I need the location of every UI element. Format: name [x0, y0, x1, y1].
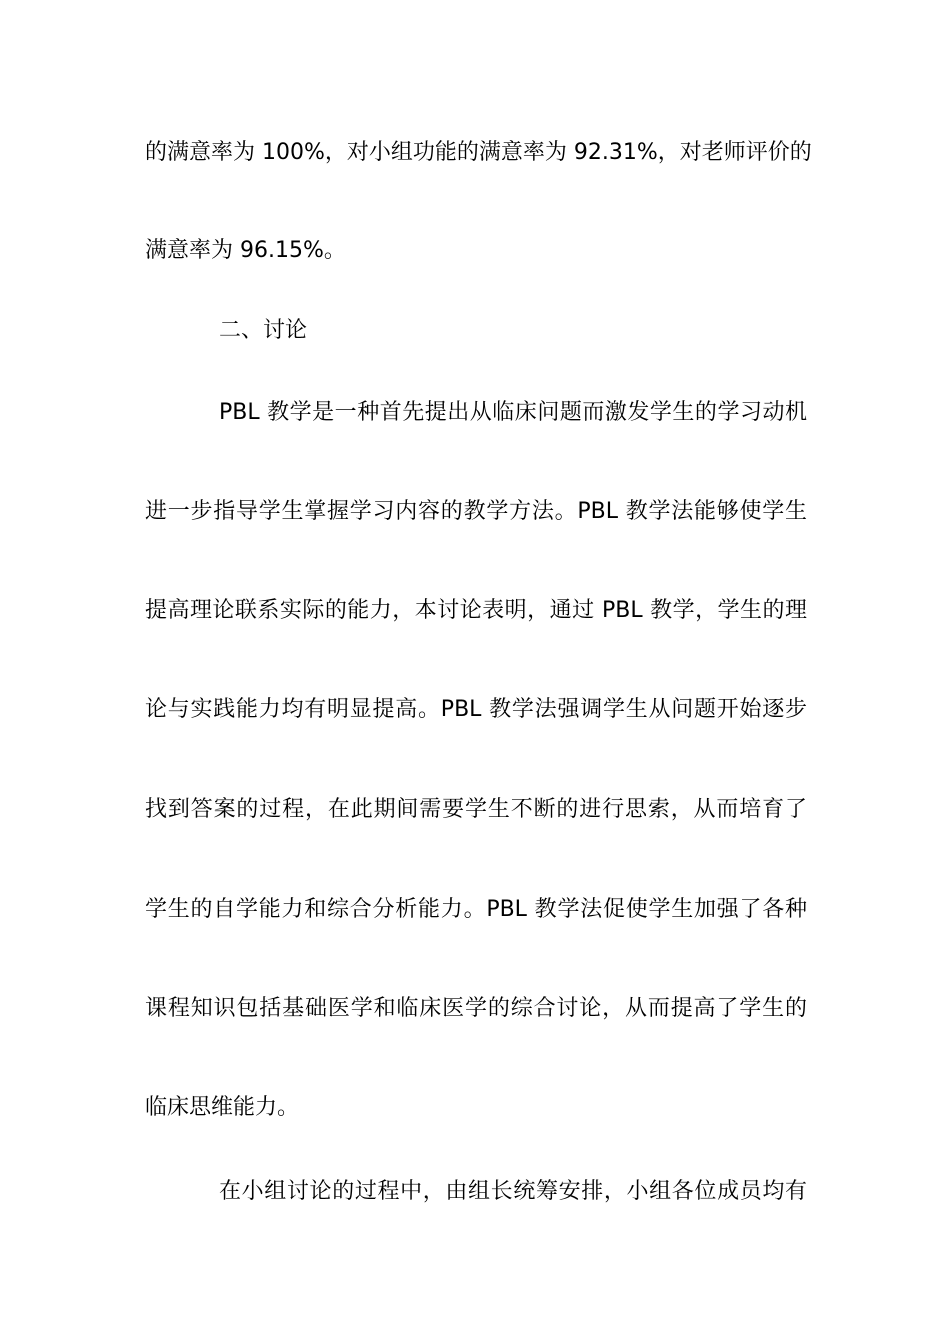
paragraph-line: 课程知识包括基础医学和临床医学的综合讨论，从而提高了学生的	[145, 996, 807, 1021]
paragraph-line: 找到答案的过程，在此期间需要学生不断的进行思索，从而培育了	[145, 797, 807, 822]
paragraph-line: 进一步指导学生掌握学习内容的教学方法。PBL 教学法能够使学生	[145, 499, 807, 524]
paragraph-line: 提高理论联系实际的能力，本讨论表明，通过 PBL 教学，学生的理	[145, 598, 807, 623]
paragraph-line: 满意率为 96.15%。	[145, 238, 346, 263]
paragraph-line: 论与实践能力均有明显提高。PBL 教学法强调学生从问题开始逐步	[145, 697, 807, 722]
paragraph-line: 的满意率为 100%，对小组功能的满意率为 92.31%，对老师评价的	[145, 140, 812, 165]
paragraph-line: PBL 教学是一种首先提出从临床问题而激发学生的学习动机	[219, 400, 807, 425]
section-heading: 二、讨论	[219, 318, 308, 343]
paragraph-line: 在小组讨论的过程中，由组长统筹安排，小组各位成员均有	[219, 1179, 807, 1204]
paragraph-line: 临床思维能力。	[145, 1095, 300, 1120]
paragraph-line: 学生的自学能力和综合分析能力。PBL 教学法促使学生加强了各种	[145, 897, 807, 922]
